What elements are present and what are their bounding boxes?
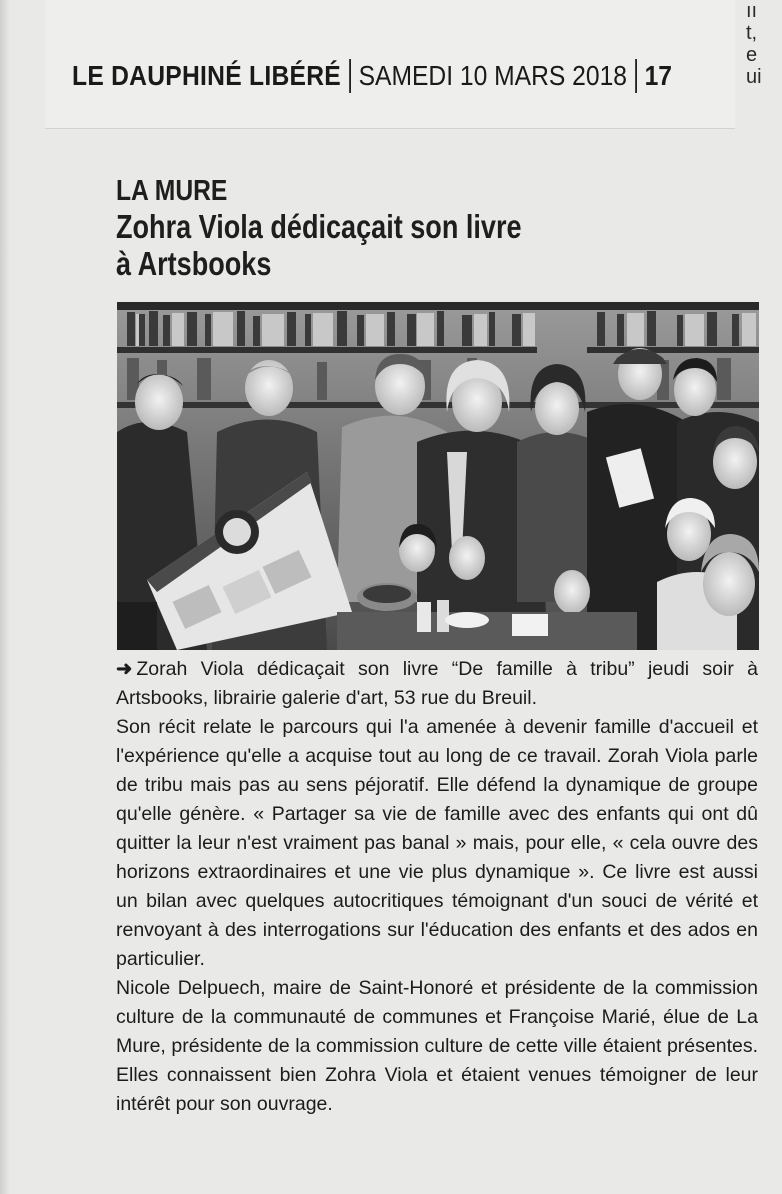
article-kicker: LA MURE xyxy=(116,175,228,207)
paragraph-text: Zorah Viola dédicaçait son livre “De famille à tribu” jeudi soir à Artsbooks, librairie galerie d'art, 53 rue du Breuil. xyxy=(116,658,758,709)
article-photo xyxy=(117,302,759,650)
adjacent-column-fragments xyxy=(746,0,782,88)
page-number: 17 xyxy=(644,60,673,91)
edge-fragment: e xyxy=(746,44,758,66)
headline-line-2: à Artsbooks xyxy=(116,245,272,282)
edge-fragment: t, xyxy=(746,22,758,44)
article-paragraph: Son récit relate le parcours qui l'a amenée à devenir famille d'accueil et l'expérience qu'elle a acquise tout au long de ce travail. Zorah Viola parle de tribu mais pas au sens péjoratif. Elle défend la dynamique de groupe qu'elle génère. « Partager sa vie de famille avec des enfants qui ont dû quitter la leur n'est vraiment pas banal » mais, pour elle, « cela ouvre des horizons extraordinaires et une vie plus dynamique ». Ce livre est aussi un bilan avec quelques autocritiques témoignant d'un souci de vérité et renvoyant à des interrogations sur l'éducation des enfants et des ados en particulier. xyxy=(116,716,758,970)
arrow-right-icon: ➜ xyxy=(116,658,133,680)
masthead-row xyxy=(72,56,672,96)
masthead xyxy=(45,0,735,129)
headline-line-1: Zohra Viola dédicaçait son livre xyxy=(116,208,522,245)
masthead-separator xyxy=(635,59,637,93)
article-header xyxy=(116,174,764,282)
publication-date: SAMEDI 10 MARS 2018 xyxy=(358,60,628,91)
page-edge-shadow xyxy=(0,0,10,1194)
edge-fragment: ui xyxy=(746,66,762,88)
publication-name: LE DAUPHINÉ LIBÉRÉ xyxy=(72,60,341,91)
edge-fragment: ıı xyxy=(746,0,758,22)
article-paragraph xyxy=(116,655,758,713)
article-body xyxy=(116,655,758,1119)
bookshop-group-photo xyxy=(117,302,759,650)
article-paragraph: Nicole Delpuech, maire de Saint-Honoré et présidente de la commission culture de la communauté de communes et Françoise Marié, élue de La Mure, présidente de la commission culture de cette ville étaient présentes. Elles connaissent bien Zohra Viola et étaient venues témoigner de leur intérêt pour son ouvrage. xyxy=(116,977,758,1115)
masthead-separator xyxy=(349,59,351,93)
